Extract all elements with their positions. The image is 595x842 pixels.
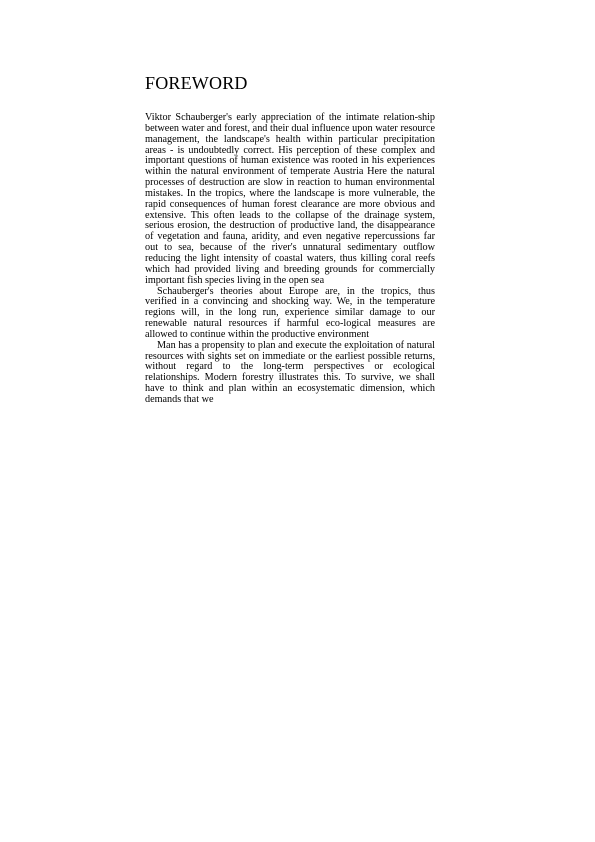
paragraph-3: Man has a propensity to plan and execute the exploitation of natural resources with sights set on immediate or the earliest possible returns, without regard to the long-term perspectives or ecological relationships. Modern forestry illustrates this. To survive, we shall have to think and plan within an ecosystematic dimension, which demands that we xyxy=(145,339,435,405)
body-text xyxy=(145,113,435,406)
paragraph-2: Schauberger's theories about Europe are, in the tropics, thus verified in a convincing and shocking way. We, in the temperature regions will, in the long run, experience similar damage to our renewable natural resources if harmful eco-logical measures are allowed to continue within the productive environment xyxy=(145,285,435,340)
page-title: FOREWORD xyxy=(145,73,248,93)
paragraph-1: Viktor Schauberger's early appreciation of the intimate relation-ship between water and forest, and their dual influence upon water resource management, the landscape's health within particular precipitation areas - is undoubtedly correct. His perception of these complex and important questions of human existence was rooted in his experiences within the natural environment of temperate Austria Here the natural processes of destruction are slow in reaction to human environmental mistakes. In the tropics, where the landscape is more vulnerable, the rapid consequences of human forest clearance are more obvious and extensive. This often leads to the collapse of the drainage system, serious erosion, the destruction of productive land, the disappearance of vegetation and fauna, aridity, and even negative repercussions far out to sea, because of the river's unnatural sedimentary outflow reducing the light intensity of coastal waters, thus killing coral reefs which had provided living and breeding grounds for commercially important fish species living in the open sea xyxy=(145,112,435,286)
